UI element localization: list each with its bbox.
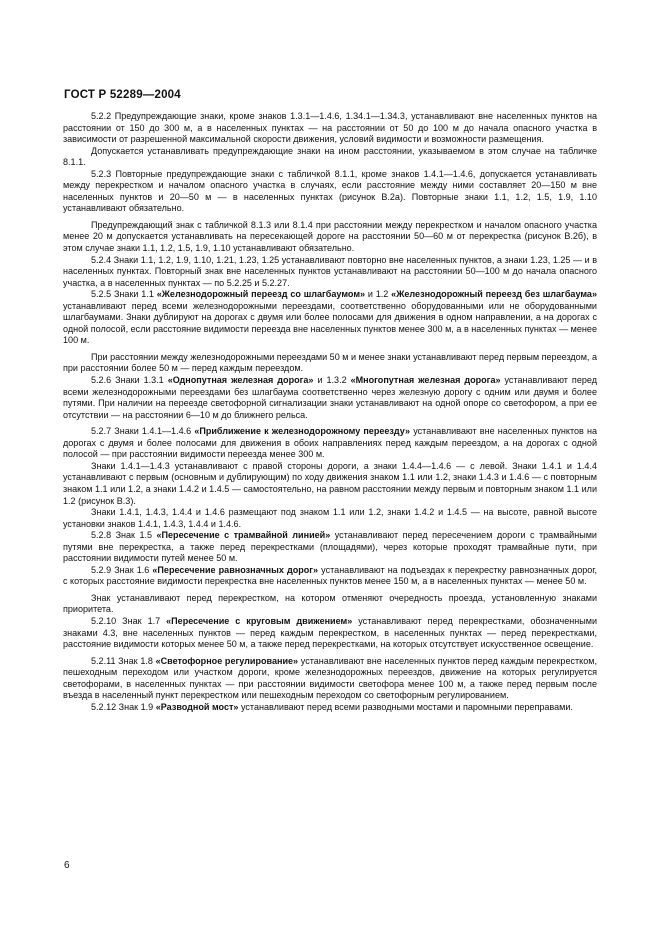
paragraph bbox=[63, 702, 597, 714]
paragraph-text: устанавливают на подъездах к перекрестку равнозначных дорог, с которых расстояние видимости перекрестка вне населенных пунктов менее 150 м, а в населенных пунктах — менее 50 м. bbox=[63, 564, 597, 587]
paragraph-text: 5.2.5 Знаки 1.1 bbox=[91, 289, 157, 300]
paragraph-text: устанавливают перед всеми железнодорожными переездами без шлагбаума соответственно через железную дорогу с одним или двумя и более путями. При наличии на переезде светофорной сигнализации знаки устанавливают на одной опоре со светофором, а при ее отсутствии — на расстоянии 6—10 м до ближнего рельса. bbox=[63, 375, 597, 420]
paragraph-text: 5.2.6 Знаки 1.3.1 bbox=[91, 375, 168, 386]
paragraph bbox=[63, 530, 597, 565]
paragraph-text: устанавливают вне населенных пунктов перед каждым перекрестком, пешеходным переходом или участком дороги, кроме железнодорожных переездов, движение на которых регулируется светофорами, в населенных пунктах — при расстоянии видимости светофора менее 100 м, а также перед первым после въезда в населенный пункт перекрестком или пешеходным переходом со светофорным регулированием. bbox=[63, 655, 597, 701]
paragraph-text: Знаки 1.4.1, 1.4.3, 1.4.4 и 1.4.6 размещают под знаком 1.1 или 1.2, знаки 1.4.2 и 1.4.5 — на высоте, равной высоте установки знаков 1.4.1, 1.4.3, 1.4.4 и 1.4.6. bbox=[63, 507, 597, 529]
paragraph-text: и 1.2 bbox=[365, 289, 392, 300]
paragraph bbox=[63, 461, 597, 507]
sign-name: «Пересечение с трамвайной линией» bbox=[156, 530, 331, 541]
paragraph-text: устанавливают вне населенных пунктов на дорогах с двумя и более полосами для движения в обоих направлениях перед каждым переездом, а на дорогах с одной полосой — при расстоянии видимости переезда менее 300 м. bbox=[63, 426, 597, 460]
sign-name: «Разводной мост» bbox=[155, 701, 239, 712]
sign-name: «Пересечение равнозначных дорог» bbox=[152, 564, 319, 575]
paragraph bbox=[63, 375, 597, 421]
paragraph-text: 5.2.4 Знаки 1.1, 1.2, 1.9, 1.10, 1.21, 1.23, 1.25 устанавливают повторно вне населенных пунктов, а знаки 1.23, 1.25 — и в населенных пунктах. Повторный знак вне населенных пунктов устанавливают на расстоянии 50—100 м до начала опасного участка, а в населенных пунктах — по 5.2.25 и 5.2.27. bbox=[63, 254, 597, 288]
paragraph-text: 5.2.9 Знак 1.6 bbox=[91, 564, 153, 575]
paragraph-text: 5.2.11 Знак 1.8 bbox=[91, 655, 156, 666]
paragraph bbox=[63, 507, 597, 530]
sign-name: «Железнодорожный переезд со шлагбаумом» bbox=[156, 289, 366, 300]
paragraph-text: устанавливают перед всеми железнодорожными переездами, соответственно оборудованными или не оборудованными шлагбаумами. Знаки дублируют на дорогах с двумя или более полосами для движения в одном направлении, а на дорогах с одной полосой, если расстояние видимости переезда вне населенных пунктов менее 300 м, а в населенных пунктах — менее 100 м. bbox=[63, 300, 597, 346]
paragraph bbox=[63, 565, 597, 588]
paragraph bbox=[63, 616, 597, 651]
paragraph-text: Знак устанавливают перед перекрестком, на котором отменяют очередность проезда, установленную знаками приоритета. bbox=[63, 592, 597, 615]
paragraph-text: устанавливают перед всеми разводными мостами и паромными переправами. bbox=[238, 701, 573, 712]
paragraph-text: 5.2.10 Знак 1.7 bbox=[91, 615, 167, 626]
paragraph-text: и 1.3.2 bbox=[313, 375, 351, 386]
document-body bbox=[63, 106, 597, 713]
standard-header: ГОСТ Р 52289—2004 bbox=[64, 89, 181, 101]
paragraph bbox=[63, 255, 597, 290]
paragraph bbox=[63, 426, 597, 461]
paragraph-text: устанавливают перед пересечением дороги с трамвайными путями вне перекрестка, а также перед перекрестками (площадями), через которые проходят трамвайные пути, при расстоянии видимости путей менее 50 м. bbox=[63, 530, 597, 564]
paragraph-text: 5.2.12 Знак 1.9 bbox=[91, 701, 156, 712]
paragraph bbox=[63, 146, 597, 169]
paragraph-text: При расстоянии между железнодорожными переездами 50 м и менее знаки устанавливают перед первым переездом, а при расстоянии более 50 м — перед каждым переездом. bbox=[63, 351, 597, 374]
paragraph-text: устанавливают перед перекрестками, обозначенными знаками 4.3, вне населенных пунктов — перед каждым перекрестком, в населенных пунктах — перед перекрестками, расстояние видимости которых менее 50 м, а также перед перекрестками, на которых отсутствует искусственное освещение. bbox=[63, 615, 597, 650]
sign-name: «Многопутная железная дорога» bbox=[350, 375, 501, 386]
sign-name: «Однопутная железная дорога» bbox=[167, 375, 314, 386]
paragraph bbox=[63, 289, 597, 347]
paragraph-text: 5.2.7 Знаки 1.4.1—1.4.6 bbox=[91, 426, 195, 437]
paragraph-text: 5.2.2 Предупреждающие знаки, кроме знаков 1.3.1—1.4.6, 1.34.1—1.34.3, устанавливают вне населенных пунктов на расстоянии от 150 до 300 м, а в населенных пунктах — на расстоянии от 50 до 100 м до начала опасного участка в зависимости от разрешенной максимальной скорости движения, условий видимости и возможности размещения. bbox=[63, 111, 597, 145]
sign-name: «Приближение к железнодорожному переезду» bbox=[194, 426, 411, 437]
paragraph bbox=[63, 656, 597, 702]
paragraph bbox=[63, 593, 597, 616]
paragraph-text: Знаки 1.4.1—1.4.3 устанавливают с правой стороны дороги, а знаки 1.4.4—1.4.6 — с левой. Знаки 1.4.1 и 1.4.4 устанавливают с первым (основным и дублирующим) по ходу движения знаком 1.1 или 1.2, знаки 1.4.3 и 1.4.6 — с повторным знаком 1.1 или 1.2, а знаки 1.4.2 и 1.4.5 — самостоятельно, на равном расстоянии между первым и повторным знаком 1.1 или 1.2 (рисунок В.3). bbox=[63, 460, 597, 506]
sign-name: «Светофорное регулирование» bbox=[155, 655, 299, 666]
paragraph bbox=[63, 220, 597, 255]
paragraph-text: 5.2.8 Знак 1.5 bbox=[91, 530, 157, 541]
sign-name: «Пересечение с круговым движением» bbox=[166, 615, 353, 626]
paragraph-text: Допускается устанавливать предупреждающие знаки на ином расстоянии, указываемом в этом случае на табличке 8.1.1. bbox=[63, 145, 597, 168]
paragraph bbox=[63, 169, 597, 215]
paragraph bbox=[63, 352, 597, 375]
page-number: 6 bbox=[64, 860, 70, 871]
paragraph bbox=[63, 111, 597, 146]
paragraph-text: 5.2.3 Повторные предупреждающие знаки с табличкой 8.1.1, кроме знаков 1.4.1—1.4.6, допускается устанавливать между перекрестком и началом опасного участка в случаях, если расстояние между ними составляет 20—150 м вне населенных пунктов и 20—50 м — в населенных пунктах (рисунок В.2а). Повторные знаки 1.1, 1.2, 1.5, 1.9, 1.10 устанавливают обязательно. bbox=[63, 168, 597, 214]
sign-name: «Железнодорожный переезд без шлагбаума» bbox=[391, 289, 597, 300]
paragraph-text: Предупреждающий знак с табличкой 8.1.3 или 8.1.4 при расстоянии между перекрестком и началом опасного участка менее 20 м допускается устанавливать на пересекающей дороге на расстоянии 50—60 м от перекрестка (рисунок В.2б), в этом случае знаки 1.1, 1.2, 1.5, 1.9, 1.10 устанавливают обязательно. bbox=[63, 219, 597, 254]
